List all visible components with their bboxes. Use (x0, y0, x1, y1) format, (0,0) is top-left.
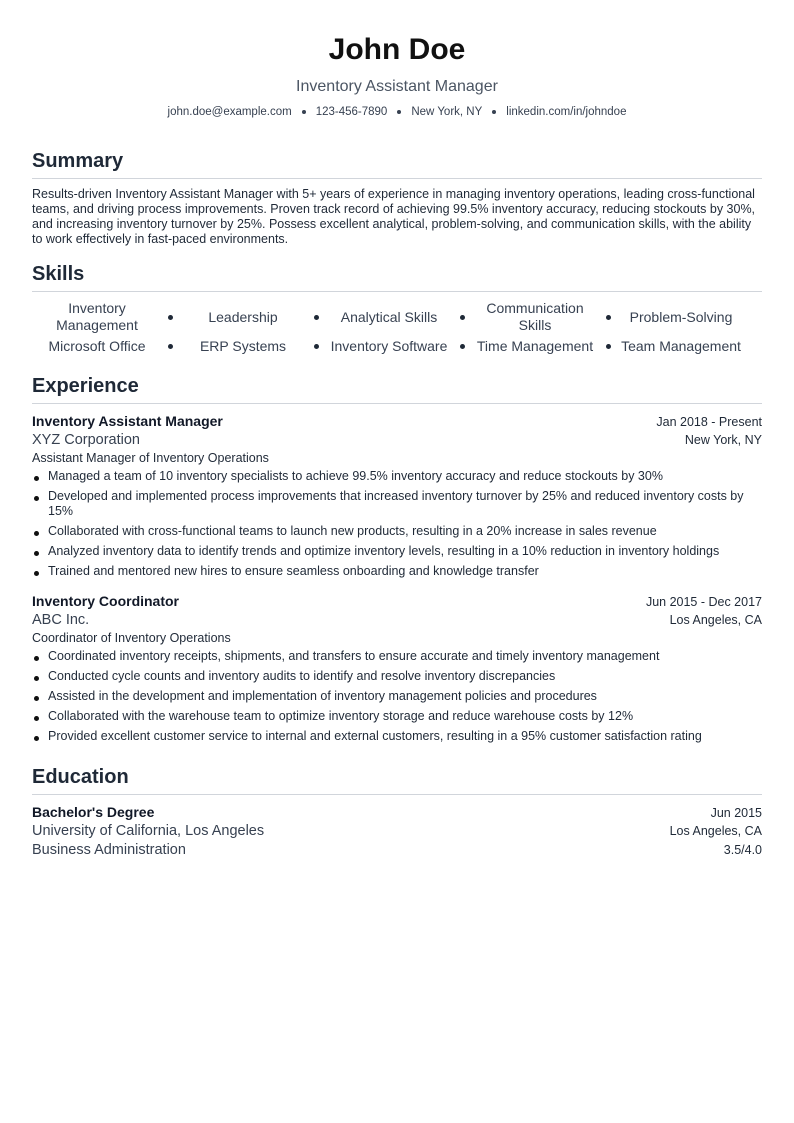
education-date: Jun 2015 (710, 806, 762, 820)
skill-item: Problem-Solving (629, 308, 733, 325)
contact-phone[interactable]: 123-456-7890 (315, 106, 388, 118)
bullet-dot-icon (308, 300, 324, 334)
list-item: Developed and implemented process improvements that increased inventory turnover by 25% and reduced inventory costs by 15% (32, 489, 762, 519)
list-item: Trained and mentored new hires to ensure seamless onboarding and knowledge transfer (32, 564, 762, 579)
bullet-dot-icon (600, 300, 616, 334)
bullet-dot-icon (600, 338, 616, 355)
bullet-dot-icon (308, 338, 324, 355)
separator-dot-icon (397, 110, 401, 114)
job-location: New York, NY (684, 433, 762, 447)
experience-heading: Experience (32, 373, 762, 404)
list-item: Coordinated inventory receipts, shipments, and transfers to ensure accurate and timely inventory management (32, 649, 762, 664)
separator-dot-icon (492, 110, 496, 114)
job-description: Assistant Manager of Inventory Operations (32, 451, 269, 465)
bullet-dot-icon (454, 338, 470, 355)
skill-item: ERP Systems (199, 338, 287, 354)
skill-item: Leadership (208, 308, 278, 325)
job-location: Los Angeles, CA (669, 613, 762, 627)
skills-section (32, 261, 762, 355)
job-title: Inventory Assistant Manager (32, 413, 223, 429)
bullet-dot-icon (162, 338, 178, 355)
skill-item: Microsoft Office (48, 338, 146, 354)
job-dates: Jun 2015 - Dec 2017 (645, 595, 762, 609)
contact-location: New York, NY (411, 106, 483, 118)
experience-section (32, 373, 762, 744)
education-school: University of California, Los Angeles (32, 823, 265, 839)
job-description: Coordinator of Inventory Operations (32, 631, 231, 645)
job-entry (32, 593, 762, 744)
education-entry (32, 804, 762, 858)
skill-item: Inventory Management (56, 300, 138, 333)
job-bullets (32, 469, 762, 579)
skills-grid (32, 300, 762, 355)
list-item: Analyzed inventory data to identify trends and optimize inventory levels, resulting in a 10% reduction in inventory holdings (32, 544, 762, 559)
job-company: ABC Inc. (32, 612, 90, 628)
job-bullets (32, 649, 762, 744)
skill-item: Communication Skills (486, 300, 584, 333)
job-entry (32, 413, 762, 579)
summary-text: Results-driven Inventory Assistant Manager with 5+ years of experience in managing inventory operations, leading cross-functional teams, and driving process improvements. Proven track record of achieving 99.5% inventory accuracy, reducing stockouts by 30%, and increasing inventory turnover by 25%. Possess excellent analytical, problem-solving, and communication skills, with the ability to work effectively in fast-paced environments. (32, 187, 756, 246)
separator-dot-icon (302, 110, 306, 114)
job-title: Inventory Coordinator (32, 593, 180, 609)
candidate-name: John Doe (328, 33, 466, 66)
skill-item: Inventory Software (330, 338, 448, 354)
candidate-title: Inventory Assistant Manager (296, 78, 498, 95)
list-item: Collaborated with cross-functional teams to launch new products, resulting in a 20% increase in sales revenue (32, 524, 762, 539)
contact-info (32, 106, 762, 118)
education-gpa: 3.5/4.0 (723, 843, 762, 857)
summary-section (32, 148, 762, 247)
list-item: Assisted in the development and implementation of inventory management policies and procedures (32, 689, 762, 704)
skill-item: Team Management (621, 338, 741, 354)
skill-item: Analytical Skills (340, 308, 438, 325)
skills-heading: Skills (32, 261, 762, 292)
job-dates: Jan 2018 - Present (656, 415, 762, 429)
list-item: Collaborated with the warehouse team to optimize inventory storage and reduce warehouse costs by 12% (32, 709, 762, 724)
summary-heading: Summary (32, 148, 762, 179)
list-item: Managed a team of 10 inventory specialists to achieve 99.5% inventory accuracy and reduce stockouts by 30% (32, 469, 762, 484)
education-section (32, 764, 762, 858)
resume-header (32, 0, 762, 118)
list-item: Provided excellent customer service to internal and external customers, resulting in a 95% customer satisfaction rating (32, 729, 762, 744)
education-field: Business Administration (32, 842, 186, 858)
education-degree: Bachelor's Degree (32, 804, 155, 820)
bullet-dot-icon (454, 300, 470, 334)
skill-item: Time Management (476, 338, 594, 354)
contact-linkedin[interactable]: linkedin.com/in/johndoe (506, 106, 627, 118)
contact-email[interactable]: john.doe@example.com (167, 106, 292, 118)
bullet-dot-icon (162, 300, 178, 334)
list-item: Conducted cycle counts and inventory audits to identify and resolve inventory discrepancies (32, 669, 762, 684)
education-heading: Education (32, 764, 762, 795)
education-location: Los Angeles, CA (669, 824, 762, 838)
job-company: XYZ Corporation (32, 432, 140, 448)
